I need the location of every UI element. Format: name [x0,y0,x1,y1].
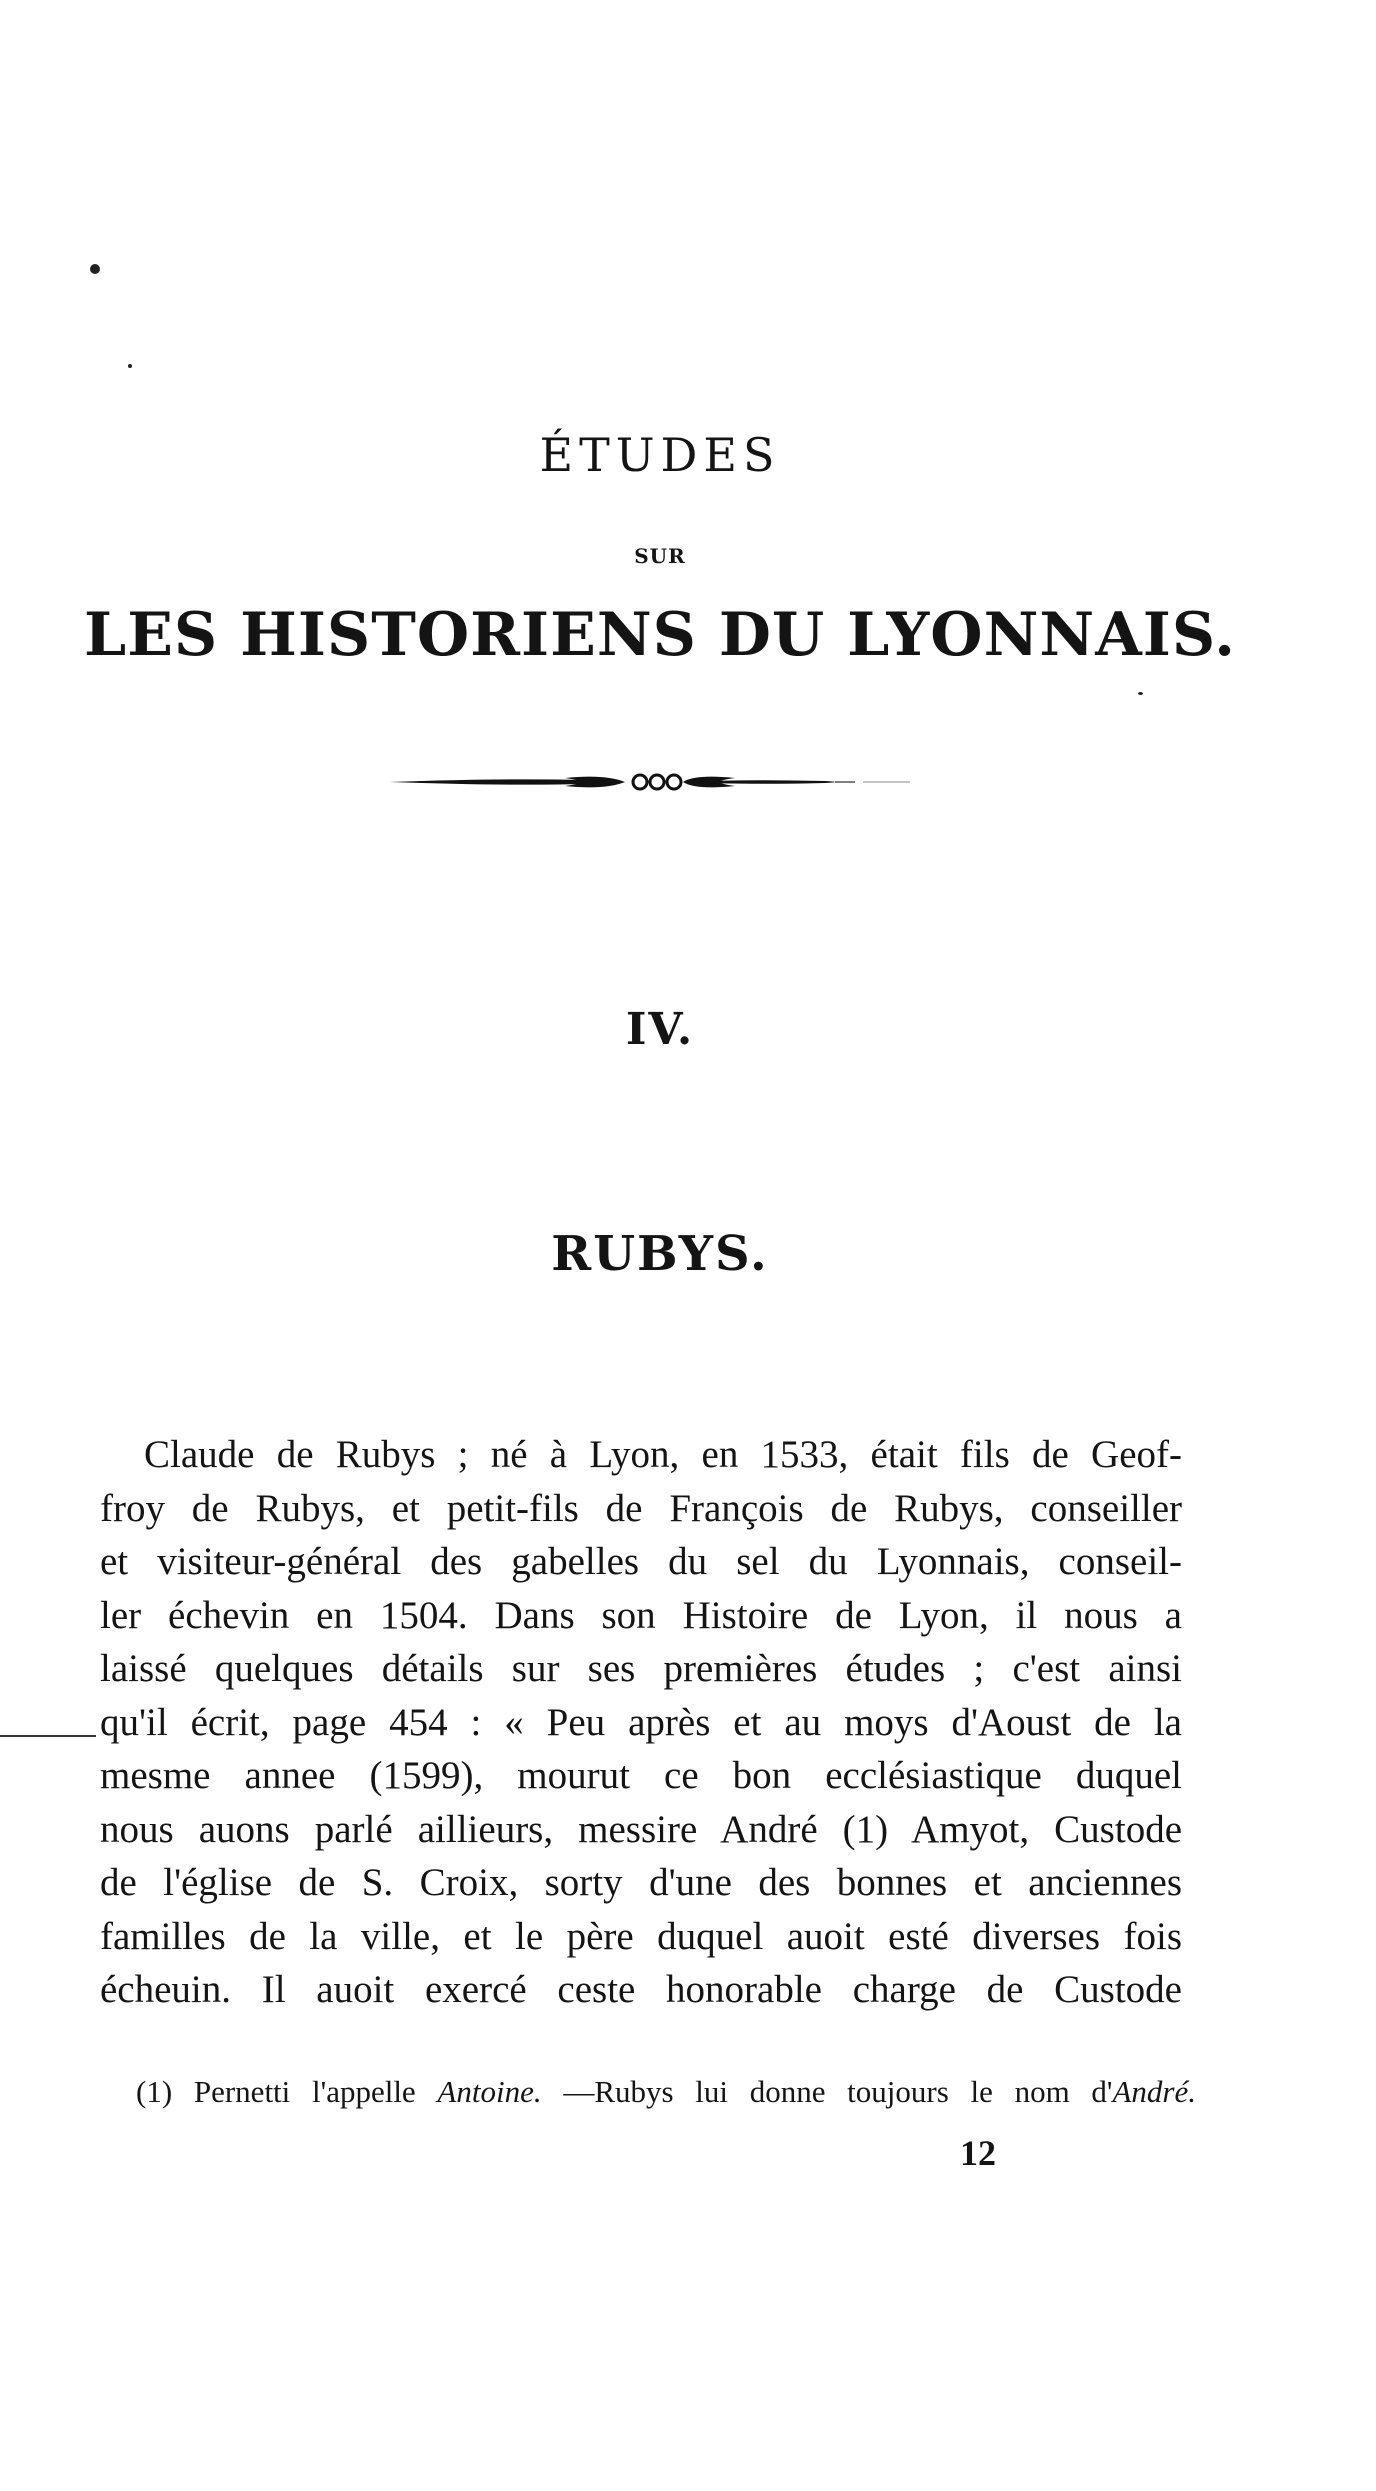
title-historiens: LES HISTORIENS DU LYONNAIS. [84,600,1236,670]
footnote [136,2074,1196,2110]
text-line: qu'il écrit, page 454 : « Peu après et au moys d'Aoust de la [100,1700,1182,1744]
text-line: de l'église de S. Croix, sorty d'une des bonnes et anciennes [100,1861,1182,1904]
footnote-italic-antoine: Antoine. [437,2074,542,2109]
text-line: nous auons parlé aillieurs, messire André (1) Amyot, Custode [100,1807,1182,1851]
footnote-lead: (1) Pernetti l'appelle [136,2074,416,2109]
text-line: ler échevin en 1504. Dans son Histoire de Lyon, il nous a [100,1593,1182,1637]
ornament-divider [385,764,915,800]
chapter-numeral: IV. [625,1004,695,1055]
footnote-middle: —Rubys lui donne toujours le nom d' [563,2074,1113,2109]
text-line: familles de la ville, et le père duquel auoit esté diverses fois [100,1914,1182,1958]
title-sur: SUR [634,544,686,568]
page-number: 12 [960,2133,996,2173]
margin-pencil-mark [0,1735,96,1737]
ink-speck [1138,692,1143,695]
text-line: et visiteur-général des gabelles du sel du Lyonnais, conseil- [100,1540,1182,1583]
title-etudes: ÉTUDES [539,428,781,482]
chapter-name: RUBYS. [551,1226,769,1282]
text-line: Claude de Rubys ; né à Lyon, en 1533, était fils de Geof- [144,1433,1182,1476]
text-line: laissé quelques détails sur ses premières études ; c'est ainsi [100,1647,1182,1690]
text-line: mesme annee (1599), mourut ce bon ecclésiastique duquel [100,1754,1182,1797]
ink-speck [128,364,132,368]
body-paragraph [100,1428,1182,2017]
text-line: froy de Rubys, et petit-fils de François de Rubys, conseiller [100,1486,1182,1530]
text-line: écheuin. Il auoit exercé ceste honorable charge de Custode [100,1968,1182,2011]
ink-speck [90,264,100,274]
footnote-italic-andre: André. [1112,2074,1197,2109]
